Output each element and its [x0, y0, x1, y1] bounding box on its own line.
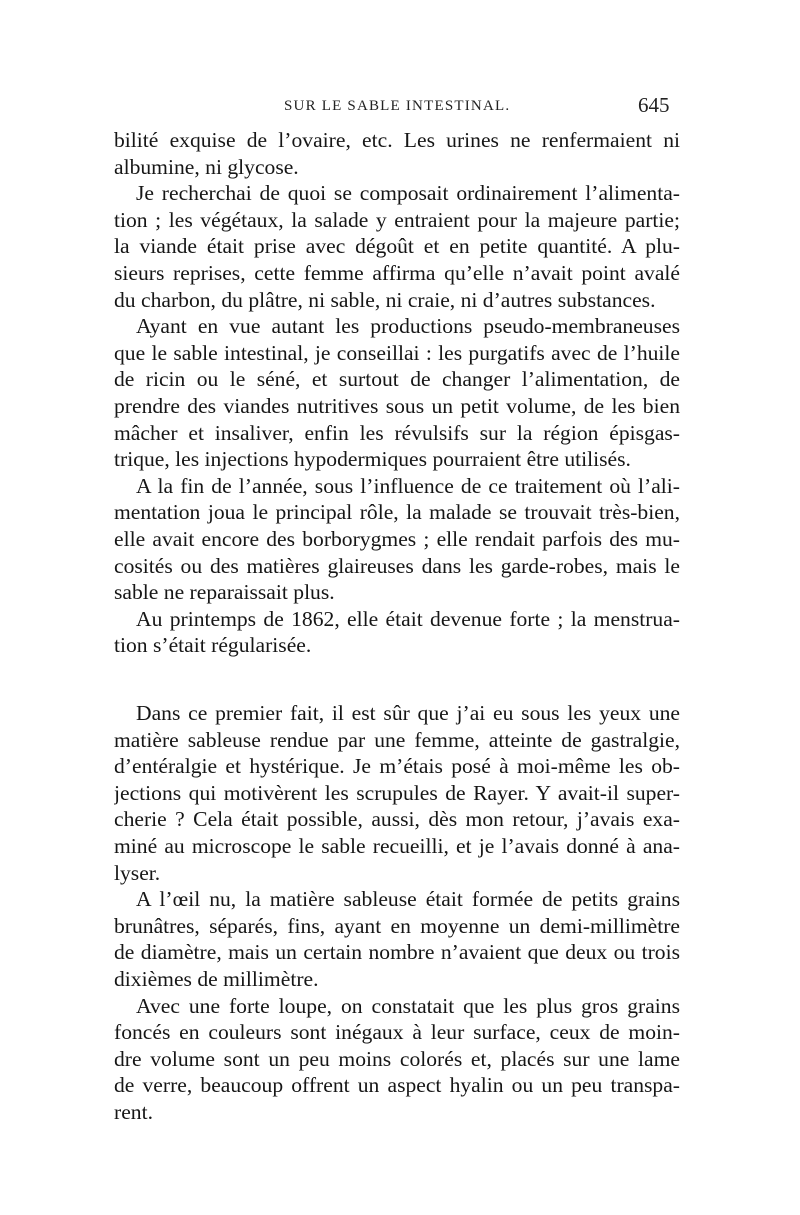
text-line: lyser. — [114, 860, 161, 885]
text-line: A l’œil nu, la matière sableuse était formée de petits grains — [136, 887, 680, 912]
text-line: cosités ou des matières glaireuses dans les garde-robes, mais le — [114, 553, 680, 578]
text-line: foncés en couleurs sont inégaux à leur surface, ceux de moin- — [114, 1020, 680, 1045]
text-line: dre volume sont un peu moins colorés et, placés sur une lame — [114, 1046, 680, 1071]
text-line: mâcher et insaliver, enfin les révulsifs sur la région épisgas- — [114, 420, 680, 445]
text-line: que le sable intestinal, je conseillai : les purgatifs avec de l’huile — [114, 340, 680, 365]
text-line: de verre, beaucoup offrent un aspect hyalin ou un peu transpa- — [114, 1073, 680, 1098]
text-line: rent. — [114, 1099, 153, 1124]
text-block-bottom — [114, 700, 680, 1126]
text-line: Ayant en vue autant les productions pseudo-membraneuses — [136, 314, 680, 339]
paragraph — [114, 700, 680, 886]
text-line: Dans ce premier fait, il est sûr que j’ai eu sous les yeux une — [136, 701, 680, 725]
paragraph — [114, 886, 680, 992]
text-line: cherie ? Cela était possible, aussi, dès mon retour, j’avais exa- — [114, 807, 680, 832]
text-line: miné au microscope le sable recueilli, et je l’avais donné à ana- — [114, 833, 680, 858]
text-line: d’entéralgie et hystérique. Je m’étais posé à moi-même les ob- — [114, 754, 680, 779]
text-block-top — [114, 127, 680, 659]
text-line: bilité exquise de l’ovaire, etc. Les urines ne renfermaient ni — [114, 128, 680, 152]
page-number: 645 — [638, 93, 670, 117]
paragraph — [114, 606, 680, 659]
paragraph — [114, 313, 680, 473]
text-line: brunâtres, séparés, fins, ayant en moyenne un demi-millimètre — [114, 913, 680, 938]
paragraph — [114, 473, 680, 606]
paragraph — [114, 127, 680, 180]
text-line: de diamètre, mais un certain nombre n’avaient que deux ou trois — [114, 940, 680, 965]
text-line: A la fin de l’année, sous l’influence de ce traitement où l’ali- — [136, 473, 680, 498]
text-line: jections qui motivèrent les scrupules de Rayer. Y avait-il super- — [114, 780, 680, 805]
text-line: Je recherchai de quoi se composait ordinairement l’alimenta- — [136, 181, 680, 206]
text-line: tion ; les végétaux, la salade y entraient pour la majeure partie; — [114, 207, 680, 232]
text-line: Au printemps de 1862, elle était devenue forte ; la menstrua- — [136, 606, 680, 631]
text-line: elle avait encore des borborygmes ; elle rendait parfois des mu- — [114, 526, 680, 551]
text-line: sable ne reparaissait plus. — [114, 580, 335, 605]
text-line: la viande était prise avec dégoût et en petite quantité. A plu- — [114, 234, 680, 259]
text-line: albumine, ni glycose. — [114, 154, 299, 179]
text-line: tion s’était régularisée. — [114, 633, 312, 658]
text-line: matière sableuse rendue par une femme, atteinte de gastralgie, — [114, 727, 680, 752]
text-line: prendre des viandes nutritives sous un petit volume, de les bien — [114, 393, 680, 418]
text-line: dixièmes de millimètre. — [114, 966, 319, 991]
text-line: de ricin ou le séné, et surtout de changer l’alimentation, de — [114, 367, 680, 392]
text-line: mentation joua le principal rôle, la malade se trouvait très-bien, — [114, 500, 680, 525]
text-line: Avec une forte loupe, on constatait que les plus gros grains — [136, 993, 680, 1018]
paragraph — [114, 993, 680, 1126]
text-line: trique, les injections hypodermiques pourraient être utilisés. — [114, 447, 631, 472]
paragraph — [114, 180, 680, 313]
running-title: SUR LE SABLE INTESTINAL. — [284, 98, 511, 114]
text-line: sieurs reprises, cette femme affirma qu’elle n’avait point avalé — [114, 260, 680, 285]
text-line: du charbon, du plâtre, ni sable, ni craie, ni d’autres substances. — [114, 287, 656, 312]
